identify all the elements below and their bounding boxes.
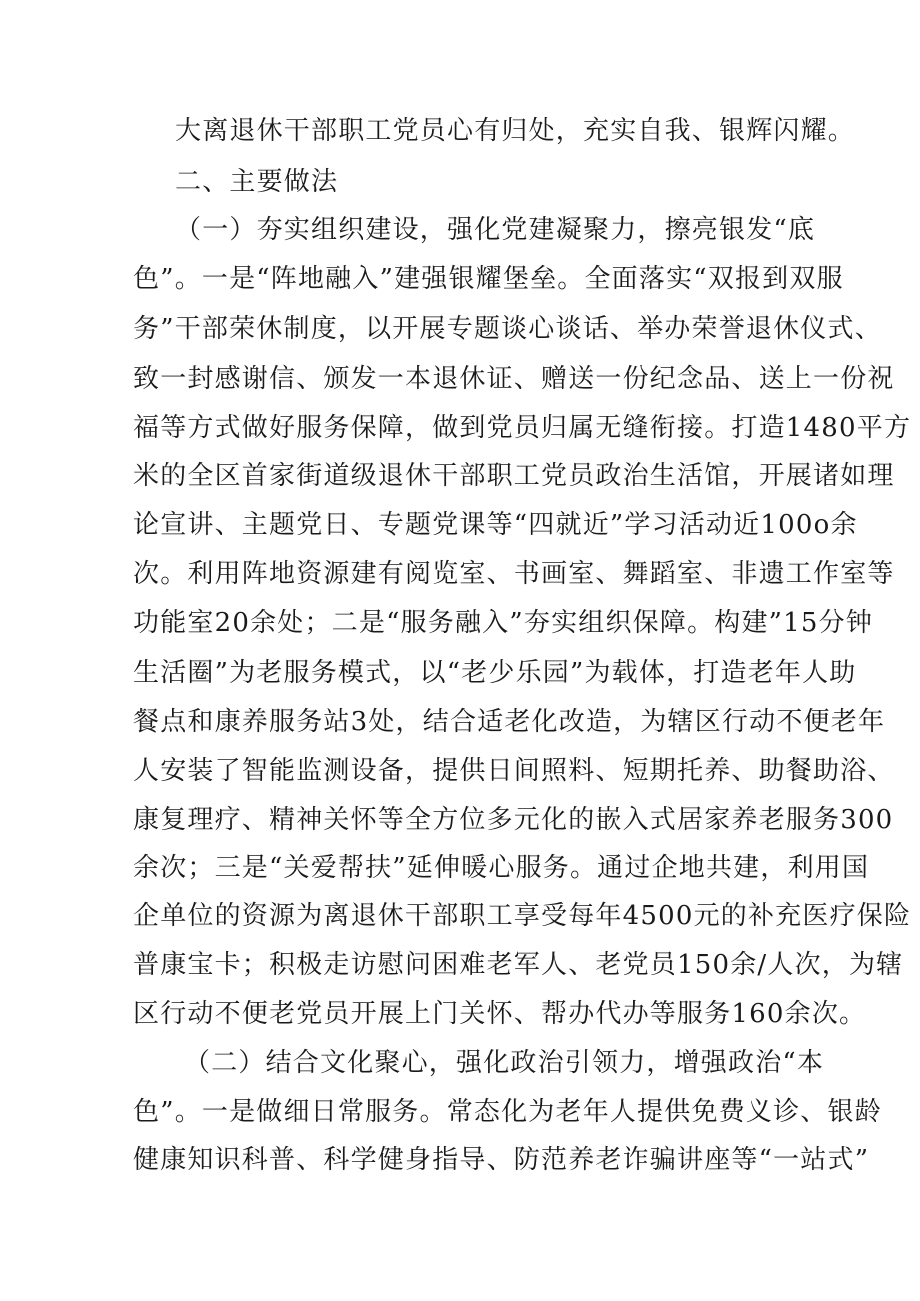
text-line: 余次；三是“关爱帮扶”延伸暖心服务。通过企地共建，利用国 (133, 853, 870, 883)
text-line: 生活圈”为老服务模式，以“老少乐园”为载体，打造老年人助 (133, 658, 857, 688)
text-line: 色”。一是做细日常服务。常态化为老年人提供免费义诊、银龄 (133, 1097, 882, 1127)
text-line: 餐点和康养服务站3处，结合适老化改造，为辖区行动不便老年 (133, 707, 886, 737)
section-heading: 二、主要做法 (175, 167, 339, 197)
text-line: 次。利用阵地资源建有阅览室、书画室、舞蹈室、非遗工作室等 (133, 559, 895, 589)
text-line: 功能室20余处；二是“服务融入”夯实组织保障。构建”15分钟 (133, 608, 874, 638)
text-line: 人安装了智能监测设备，提供日间照料、短期托养、助餐助浴、 (133, 756, 895, 786)
subsection-heading: （一）夯实组织建设，强化党建凝聚力，擦亮银发“底 (175, 215, 816, 245)
text-line: 务”干部荣休制度，以开展专题谈心谈话、举办荣誉退休仪式、 (133, 314, 882, 344)
text-line: 米的全区首家街道级退休干部职工党员政治生活馆，开展诸如理 (133, 461, 895, 491)
text-line: 普康宝卡；积极走访慰问困难老军人、老党员150余/人次，为辖 (133, 950, 904, 980)
text-line: 区行动不便老党员开展上门关怀、帮办代办等服务160余次。 (133, 999, 867, 1029)
text-line: 色”。一是“阵地融入”建强银耀堡垒。全面落实“双报到双服 (133, 264, 844, 294)
text-line: 大离退休干部职工党员心有归处，充实自我、银辉闪耀。 (175, 116, 856, 146)
text-line: 论宣讲、主题党日、专题党课等“四就近”学习活动近100o余 (133, 510, 858, 540)
text-line: 福等方式做好服务保障，做到党员归属无缝衔接。打造1480平方 (133, 413, 912, 443)
text-line: 致一封感谢信、颁发一本退休证、赠送一份纪念品、送上一份祝 (133, 364, 895, 394)
text-line: 企单位的资源为离退休干部职工享受每年4500元的补充医疗保险 (133, 901, 912, 931)
subsection-heading: （二）结合文化聚心，强化政治引领力，增强政治“本 (184, 1048, 825, 1078)
text-line: 康复理疗、精神关怀等全方位多元化的嵌入式居家养老服务300 (133, 805, 894, 835)
text-line: 健康知识科普、科学健身指导、防范养老诈骗讲座等“一站式” (133, 1145, 870, 1175)
